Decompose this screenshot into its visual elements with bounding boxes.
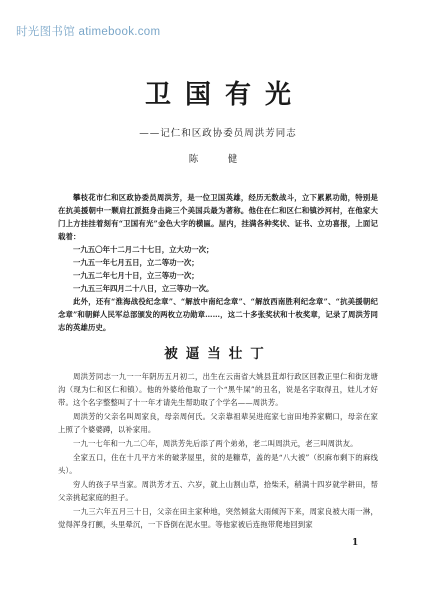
site-watermark: 时光图书馆 atimebook.com (16, 26, 161, 38)
page-number: 1 (352, 538, 359, 548)
article-subtitle: ——记仁和区政协委员周洪芳同志 (139, 128, 297, 139)
intro-paragraph-2: 此外，还有“淮海战役纪念章”、“解放中南纪念章”、“解放西南胜利纪念章”、“抗美援朝纪念章”和朝鲜人民军总部颁发的两枚立功勋章……，这二十多张奖状和十枚奖章，记录了周洪芳同志的英雄历史。 (58, 297, 378, 332)
merit-item: 一九五〇年十二月二十七日，立大功一次； (73, 245, 214, 254)
body-paragraph: 周洪芳同志一九一一年阴历五月初二，出生在云南省大姚县苴却行政区回教正里仁和街龙塘沟（现为仁和区仁和镇）。他的外婆给他取了一个“黑牛屎”的丑名，说是名字取得丑，娃儿才好带。这个名字整整叫了十一年才请先生帮助取了个学名——周洪芳。 (58, 372, 378, 407)
body-paragraph: 一九一七年和一九二〇年，周洪芳先后添了两个弟弟，老二叫周洪元，老三叫周洪友。 (73, 439, 358, 448)
merit-item: 一九五三年四月二十八日，立三等功一次。 (73, 284, 214, 293)
body-paragraph: 全家五口，住在十几平方米的破茅屋里，贫的是糠草，盖的是“八大被”（织麻布剩下的麻线头）。 (58, 453, 378, 475)
merit-list (58, 243, 378, 295)
body-paragraph: 一九三六年五月三十日，父亲在田主家种地，突然倾盆大雨倾泻下来，周家良被大雨一淋，觉得浑身打颤，头里晕沉，一下昏倒在泥水里。等他家被后连拖带爬地回到家 (58, 507, 378, 529)
intro-paragraph: 攀枝花市仁和区政协委员周洪芳，是一位卫国英雄，经历无数战斗，立下累累功勋，特别是在抗美援朝中一颗肩扛派挺身击毙三个美国兵最为著称。他住在仁和区仁和镇沙河村，在他家大门上方挂挂着刻有“卫国有光”金色大字的横匾。屋内，挂满各种奖状、证书、立功喜报，上面记载着： (58, 193, 378, 241)
article-author: 陈 健 (188, 154, 248, 165)
article-body (58, 370, 378, 531)
body-paragraph: 穷人的孩子早当家。周洪芳才五、六岁，就上山割山草，拾柴禾，稍满十四岁就学耕田，帮父亲挑起家庭的担子。 (58, 480, 378, 502)
document-page (58, 62, 378, 532)
section-heading: 被逼当壮丁 (164, 346, 272, 362)
article-title: 卫国有光 (144, 80, 305, 110)
merit-item: 一九五一年七月五日，立二等功一次； (73, 258, 199, 267)
merit-item: 一九五二年七月十日，立三等功一次； (73, 271, 199, 280)
body-paragraph: 周洪芳的父亲名叫周家良，母亲周何氏。父亲靠祖辈吴进庭家七亩田地养家糊口，母亲在家上照了个婆婆蹲，以补家用。 (58, 412, 378, 434)
